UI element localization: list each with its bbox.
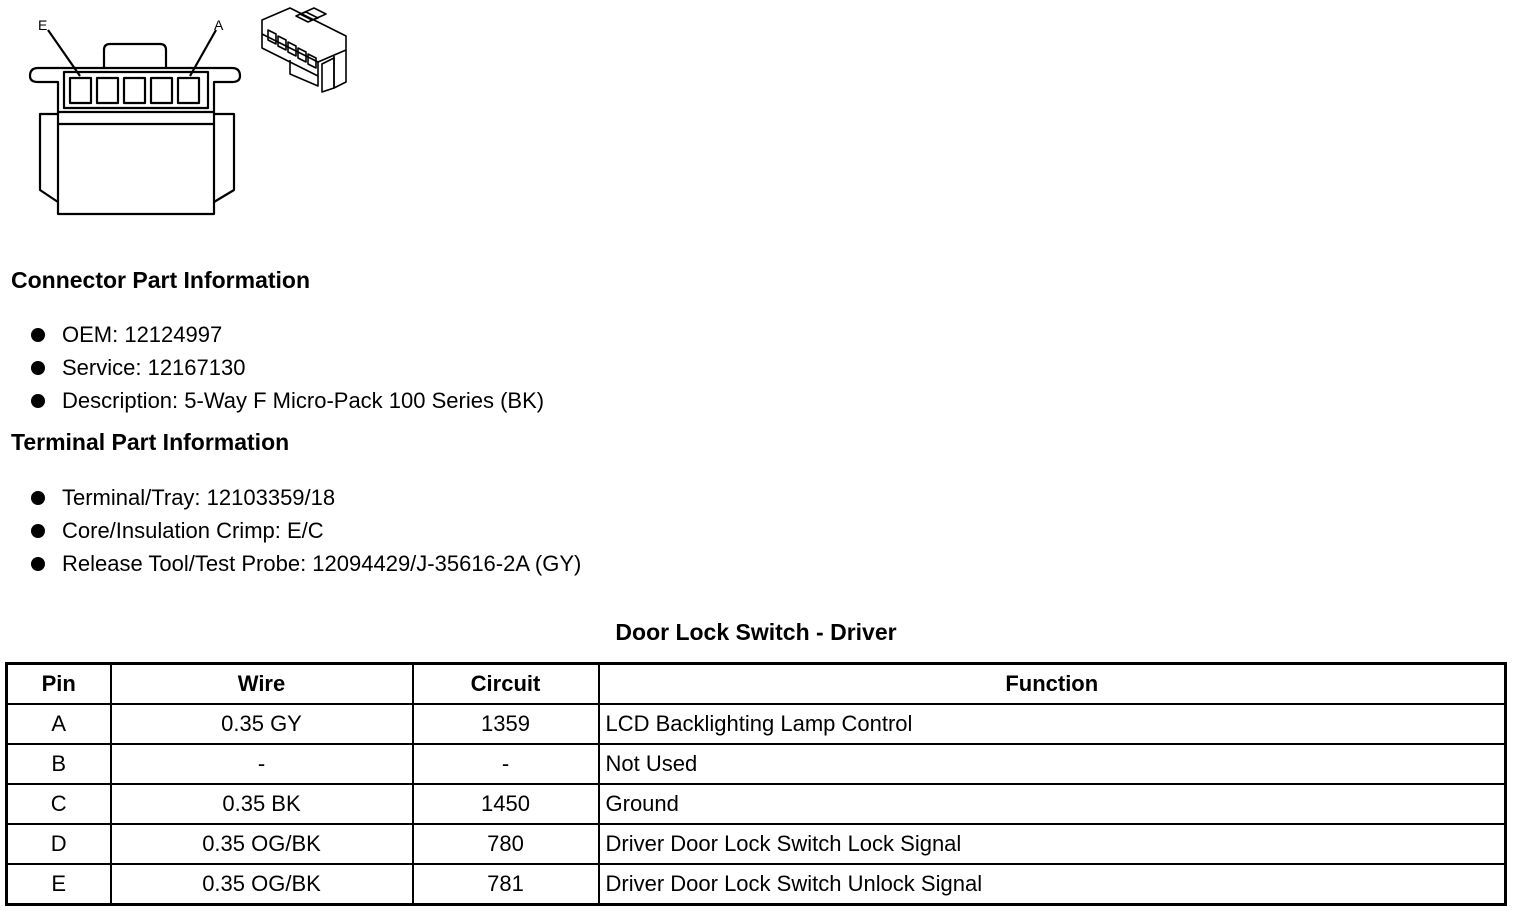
bullet-icon bbox=[31, 328, 45, 342]
circuit-cell: 1359 bbox=[413, 704, 599, 744]
table-row bbox=[7, 704, 1506, 744]
function-cell: Driver Door Lock Switch Lock Signal bbox=[599, 824, 1506, 864]
connector-part-info-list bbox=[28, 318, 544, 417]
function-cell: Not Used bbox=[599, 744, 1506, 784]
pin-label-e: E bbox=[38, 17, 48, 33]
column-header-function: Function bbox=[599, 664, 1506, 705]
table-row bbox=[7, 744, 1506, 784]
column-header-pin: Pin bbox=[7, 664, 111, 705]
list-item: Description: 5-Way F Micro-Pack 100 Series (BK) bbox=[28, 384, 544, 417]
wire-cell: 0.35 OG/BK bbox=[111, 824, 413, 864]
terminal-part-info-heading: Terminal Part Information bbox=[11, 429, 290, 455]
table-row bbox=[7, 824, 1506, 864]
column-header-circuit: Circuit bbox=[413, 664, 599, 705]
connector-diagram bbox=[0, 0, 380, 230]
pin-cell: A bbox=[7, 704, 111, 744]
connector-side-left bbox=[40, 114, 58, 202]
table-row bbox=[7, 784, 1506, 824]
bullet-icon bbox=[31, 361, 45, 375]
connector-latch bbox=[104, 44, 166, 68]
bullet-icon bbox=[31, 491, 45, 505]
connector-body bbox=[58, 112, 214, 124]
circuit-cell: 780 bbox=[413, 824, 599, 864]
table-row bbox=[7, 864, 1506, 905]
list-item: Core/Insulation Crimp: E/C bbox=[28, 514, 581, 547]
bullet-icon bbox=[31, 524, 45, 538]
bullet-icon bbox=[31, 394, 45, 408]
wire-cell: 0.35 BK bbox=[111, 784, 413, 824]
pin-cell: B bbox=[7, 744, 111, 784]
pin-cavity-e bbox=[70, 78, 91, 103]
list-item: Terminal/Tray: 12103359/18 bbox=[28, 481, 581, 514]
table-title: Door Lock Switch - Driver bbox=[615, 619, 897, 645]
pin-cell: C bbox=[7, 784, 111, 824]
list-item: Release Tool/Test Probe: 12094429/J-35616-2A (GY) bbox=[28, 547, 581, 580]
list-item: Service: 12167130 bbox=[28, 351, 544, 384]
pin-cell: E bbox=[7, 864, 111, 905]
pinout-table bbox=[5, 662, 1507, 906]
terminal-part-info-list bbox=[28, 481, 581, 580]
connector-side-right bbox=[214, 114, 234, 202]
function-cell: Ground bbox=[599, 784, 1506, 824]
wire-cell: 0.35 GY bbox=[111, 704, 413, 744]
function-cell: Driver Door Lock Switch Unlock Signal bbox=[599, 864, 1506, 905]
wire-cell: 0.35 OG/BK bbox=[111, 864, 413, 905]
bullet-icon bbox=[31, 557, 45, 571]
pin-cavity-a bbox=[178, 78, 199, 103]
circuit-cell: 1450 bbox=[413, 784, 599, 824]
pin-cavity-b bbox=[151, 78, 172, 103]
pin-cell: D bbox=[7, 824, 111, 864]
pin-label-a: A bbox=[214, 17, 224, 33]
connector-part-info-heading: Connector Part Information bbox=[11, 267, 311, 293]
circuit-cell: 781 bbox=[413, 864, 599, 905]
wire-cell: - bbox=[111, 744, 413, 784]
column-header-wire: Wire bbox=[111, 664, 413, 705]
function-cell: LCD Backlighting Lamp Control bbox=[599, 704, 1506, 744]
circuit-cell: - bbox=[413, 744, 599, 784]
table-header-row bbox=[7, 664, 1506, 705]
list-item: OEM: 12124997 bbox=[28, 318, 544, 351]
pin-cavity-c bbox=[124, 78, 145, 103]
connector-isometric-view bbox=[262, 8, 346, 92]
pin-cavity-d bbox=[97, 78, 118, 103]
